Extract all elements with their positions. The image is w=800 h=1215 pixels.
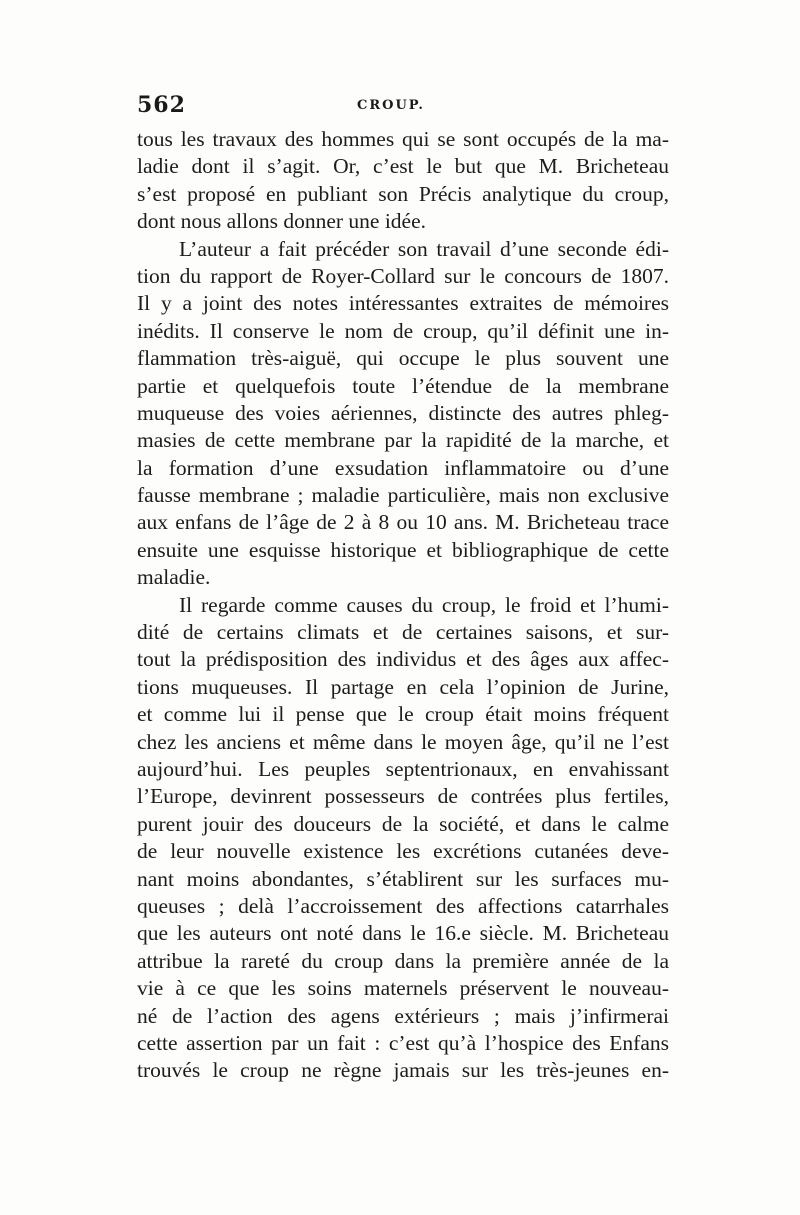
text-line: maladie. [137,565,211,590]
text-line: Il y a joint des notes intéressantes extraites de mémoires [137,291,669,316]
text-line: aujourd’hui. Les peuples septentrionaux, en envahissant [137,756,669,781]
text-line: aux enfans de l’âge de 2 à 8 ou 10 ans. M. Bricheteau trace [137,510,669,535]
running-title: CROUP. [357,98,425,113]
text-line: inédits. Il conserve le nom de croup, qu’il définit une in- [137,318,669,343]
page-header [137,92,667,128]
text-line: de leur nouvelle existence les excrétions cutanées deve- [137,839,669,864]
page-number: 562 [137,92,186,118]
text-line: flammation très-aiguë, qui occupe le plus souvent une [137,346,669,371]
text-line: nant moins abondantes, s’établirent sur les surfaces mu- [137,866,669,891]
text-line: cette assertion par un fait : c’est qu’à l’hospice des Enfans [137,1030,669,1055]
text-line: fausse membrane ; maladie particulière, mais non exclusive [137,483,669,508]
text-line: tout la prédisposition des individus et des âges aux affec- [137,647,669,672]
text-line: tions muqueuses. Il partage en cela l’opinion de Jurine, [137,674,669,699]
text-line: l’Europe, devinrent possesseurs de contrées plus fertiles, [137,784,669,809]
text-line: ensuite une esquisse historique et bibliographique de cette [137,537,669,562]
text-line: muqueuse des voies aériennes, distincte des autres phleg- [137,400,669,425]
text-line: trouvés le croup ne règne jamais sur les très-jeunes en- [137,1058,669,1083]
text-line: dont nous allons donner une idée. [137,209,427,234]
text-line: queuses ; delà l’accroissement des affections catarrhales [137,893,669,918]
body-text [137,126,669,1085]
text-line: tous les travaux des hommes qui se sont occupés de la ma- [137,127,669,151]
text-line: né de l’action des agens extérieurs ; mais j’infirmerai [137,1003,669,1028]
text-line: et comme lui il pense que le croup était moins fréquent [137,702,669,727]
text-line: que les auteurs ont noté dans le 16.e siècle. M. Bricheteau [137,921,669,946]
text-line: tion du rapport de Royer-Collard sur le concours de 1807. [137,263,669,288]
text-line: dité de certains climats et de certaines saisons, et sur- [137,620,669,645]
text-line: L’auteur a fait précéder son travail d’une seconde édi- [179,236,669,261]
text-line: purent jouir des douceurs de la société, et dans le calme [137,811,669,836]
text-line: la formation d’une exsudation inflammatoire ou d’une [137,455,669,480]
text-line: attribue la rareté du croup dans la première année de la [137,948,669,973]
text-line: vie à ce que les soins maternels préservent le nouveau- [137,976,669,1001]
text-line: partie et quelquefois toute l’étendue de la membrane [137,373,669,398]
text-line: ladie dont il s’agit. Or, c’est le but que M. Bricheteau [137,154,669,179]
text-line: s’est proposé en publiant son Précis analytique du croup, [137,181,669,206]
text-line: chez les anciens et même dans le moyen âge, qu’il ne l’est [137,729,669,754]
text-line: masies de cette membrane par la rapidité de la marche, et [137,428,669,453]
text-line: Il regarde comme causes du croup, le froid et l’humi- [179,592,669,617]
